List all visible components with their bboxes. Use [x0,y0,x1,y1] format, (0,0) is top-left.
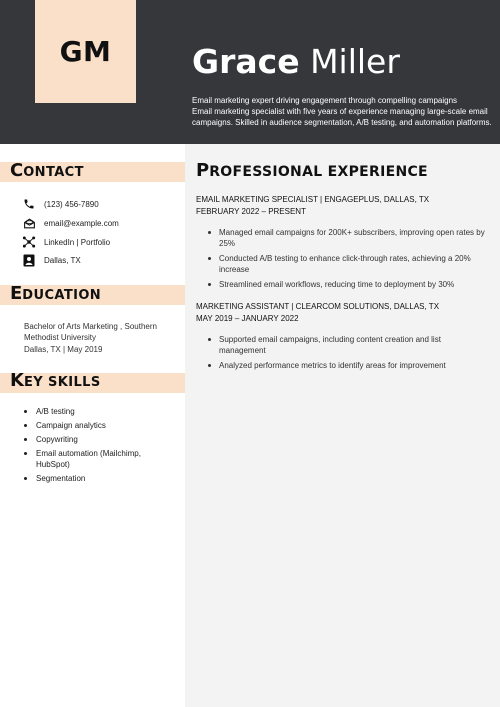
job-2-dates: MAY 2019 – JANUARY 2022 [196,314,299,323]
skills-list [24,406,169,487]
contact-heading [10,161,84,183]
contact-email [22,216,119,230]
experience-heading-initial: P [196,160,210,181]
job-bullet: Streamlined email workflows, reducing time to deployment by 30% [208,279,488,290]
job-bullet: Conducted A/B testing to enhance click-through rates, achieving a 20% increase [208,253,488,275]
summary-tagline: Email marketing expert driving engagement through compelling campaigns [192,96,458,105]
contact-location [22,253,81,267]
monogram-box [35,0,136,103]
education-heading-initial: E [10,283,23,304]
job-1-dates: FEBRUARY 2022 – PRESENT [196,207,306,216]
summary [192,95,492,128]
resume-header [0,0,500,144]
job-1-title: EMAIL MARKETING SPECIALIST | ENGAGEPLUS, DALLAS, TX [196,195,430,204]
last-name: Miller [310,42,400,81]
skills-heading-initial: K [10,370,24,391]
location-icon [22,253,36,267]
job-bullet: Analyzed performance metrics to identify areas for improvement [208,360,488,371]
skills-heading-rest: EY SKILLS [23,375,101,390]
initials: GM [59,35,112,68]
full-name [192,40,400,84]
skill-item: Segmentation [24,473,169,484]
first-name: Grace [192,42,300,81]
job-1-bullets [208,227,488,294]
contact-heading-initial: C [10,160,24,181]
experience-heading [196,160,428,183]
summary-text: Email marketing specialist with five years of experience managing large-scale email campaigns. Skilled in audience segmentation, A/B testing, and automation platforms. [192,107,492,127]
contact-heading-rest: ONTACT [23,165,84,180]
phone-text: (123) 456-7890 [44,199,99,209]
skill-item: A/B testing [24,406,169,417]
education-heading [10,284,101,306]
network-icon [22,235,36,249]
education-heading-rest: DUCATION [22,288,102,303]
skill-item: Copywriting [24,434,169,445]
skill-item: Email automation (Mailchimp, HubSpot) [24,448,169,470]
education-details: Dallas, TX | May 2019 [24,345,103,354]
job-2-title: MARKETING ASSISTANT | CLEARCOM SOLUTIONS, DALLAS, TX [196,302,440,311]
education-degree: Bachelor of Arts Marketing , Southern Methodist University [24,322,157,342]
job-bullet: Supported email campaigns, including content creation and list management [208,334,488,356]
phone-icon [22,197,36,211]
contact-links [22,235,110,249]
job-2-bullets [208,334,488,375]
skill-item: Campaign analytics [24,420,169,431]
email-icon [22,216,36,230]
contact-phone [22,197,99,211]
experience-heading-rest: ROFESSIONAL EXPERIENCE [209,164,428,180]
links-text: LinkedIn | Portfolio [44,237,111,247]
job-bullet: Managed email campaigns for 200K+ subscribers, improving open rates by 25% [208,227,488,249]
email-text: email@example.com [44,218,119,228]
location-text: Dallas, TX [44,255,81,265]
skills-heading [10,371,101,393]
